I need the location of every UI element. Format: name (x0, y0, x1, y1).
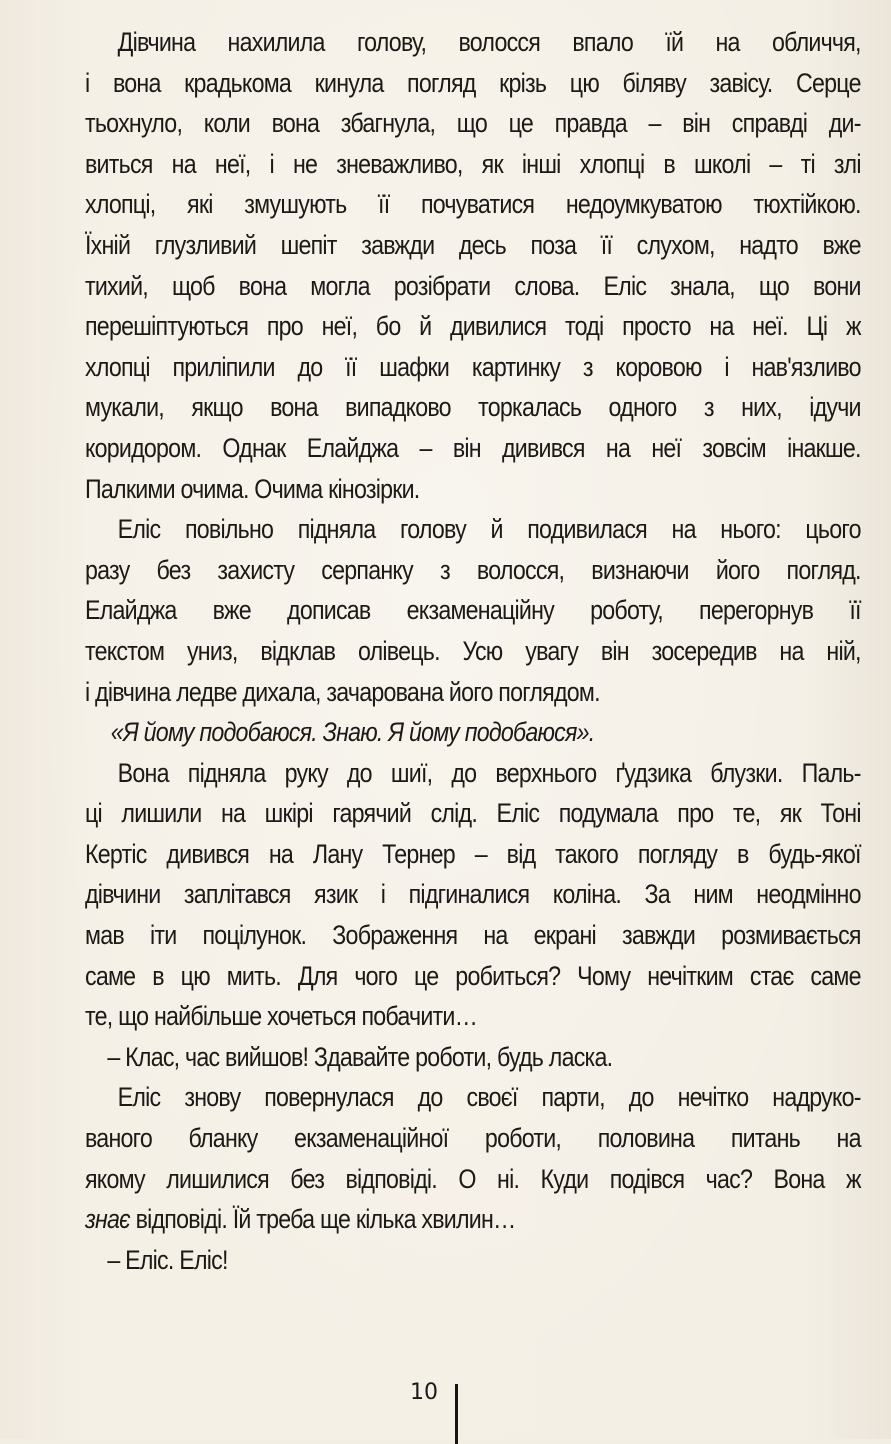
page-text (85, 22, 861, 1280)
text-line: те, що найбільше хочеться побачити… (85, 1001, 478, 1032)
italic-thought-line: «Я йому подобаюся. Знаю. Я йому подобаюся». (110, 717, 595, 748)
page-number: 10 (410, 1380, 438, 1405)
text-line: тихий, щоб вона могла розібрати слова. Еліс знала, що вони (85, 270, 861, 301)
paragraph-6 (85, 1077, 861, 1239)
paragraph-1 (85, 22, 861, 509)
text-line: дівчини заплітався язик і підгиналися коліна. За ним неодмінно (85, 879, 861, 910)
paragraph-2 (85, 509, 861, 712)
text-line: якому лишилися без відповіді. О ні. Куди подівся час? Вона ж (85, 1163, 861, 1194)
text-line: разу без захисту серпанку з волосся, визнаючи його погляд. (85, 554, 861, 585)
dialogue-line: – Еліс. Еліс! (107, 1244, 228, 1275)
text-line: і дівчина ледве дихала, зачарована його поглядом. (85, 676, 600, 707)
emphasis-text: знає (85, 1204, 130, 1235)
text-line: виться на неї, і не зневажливо, як інші хлопці в школі – ті злі (85, 148, 861, 179)
text-line: ці лишили на шкірі гарячий слід. Еліс подумала про те, як Тоні (85, 798, 861, 829)
text-line: Кертіс дивився на Лану Тернер – від такого погляду в будь-якої (85, 838, 861, 869)
text-line: Еліс знову повернулася до своєї парти, до нечітко надруко- (117, 1082, 861, 1113)
text-line: Еліс повільно підняла голову й подивилася на нього: цього (117, 514, 861, 545)
text-line: Їхній глузливий шепіт завжди десь поза її слухом, надто вже (85, 229, 861, 260)
paragraph-7-dialogue (85, 1240, 861, 1281)
text-line: Елайджа вже дописав екзаменаційну роботу, перегорнув її (85, 595, 861, 626)
text-line: тьохнуло, коли вона збагнула, що це правда – він справді ди- (85, 108, 861, 139)
text-line: текстом униз, відклав олівець. Усю увагу він зосередив на ній, (85, 635, 861, 666)
text-line: і вона крадькома кинула погляд крізь цю біляву завісу. Серце (85, 67, 861, 98)
text-line: перешіптуються про неї, бо й дивилися тоді просто на неї. Ці ж (85, 311, 861, 342)
text-line: хлопці, які змушують її почуватися недоумкуватою тюхтійкою. (85, 189, 861, 220)
dialogue-line: – Клас, час вийшов! Здавайте роботи, будь ласка. (107, 1041, 613, 1072)
text-line: саме в цю мить. Для чого це робиться? Чому нечітким стає саме (85, 960, 861, 991)
paragraph-5-dialogue (85, 1037, 861, 1078)
text-line (85, 1199, 861, 1240)
text-line: Дівчина нахилила голову, волосся впало їй на обличчя, (117, 27, 861, 57)
text-span: відповіді. Їй треба ще кілька хвилин… (129, 1204, 516, 1235)
text-line: Вона підняла руку до шиї, до верхнього ґудзика блузки. Паль- (117, 757, 861, 788)
page-number-rule (455, 1384, 458, 1444)
text-line: мав іти поцілунок. Зображення на екрані завжди розмивається (85, 920, 861, 951)
paragraph-4 (85, 753, 861, 1037)
text-line: коридором. Однак Елайджа – він дивився на неї зовсім інакше. (85, 432, 861, 463)
text-line: хлопці приліпили до її шафки картинку з коровою і нав'язливо (85, 351, 861, 382)
paragraph-3-thought (85, 712, 861, 753)
text-line: ваного бланку екзаменаційної роботи, половина питань на (85, 1123, 861, 1154)
text-line: мукали, якщо вона випадково торкалась одного з них, ідучи (85, 392, 861, 423)
text-line: Палкими очима. Очима кінозірки. (85, 473, 420, 504)
